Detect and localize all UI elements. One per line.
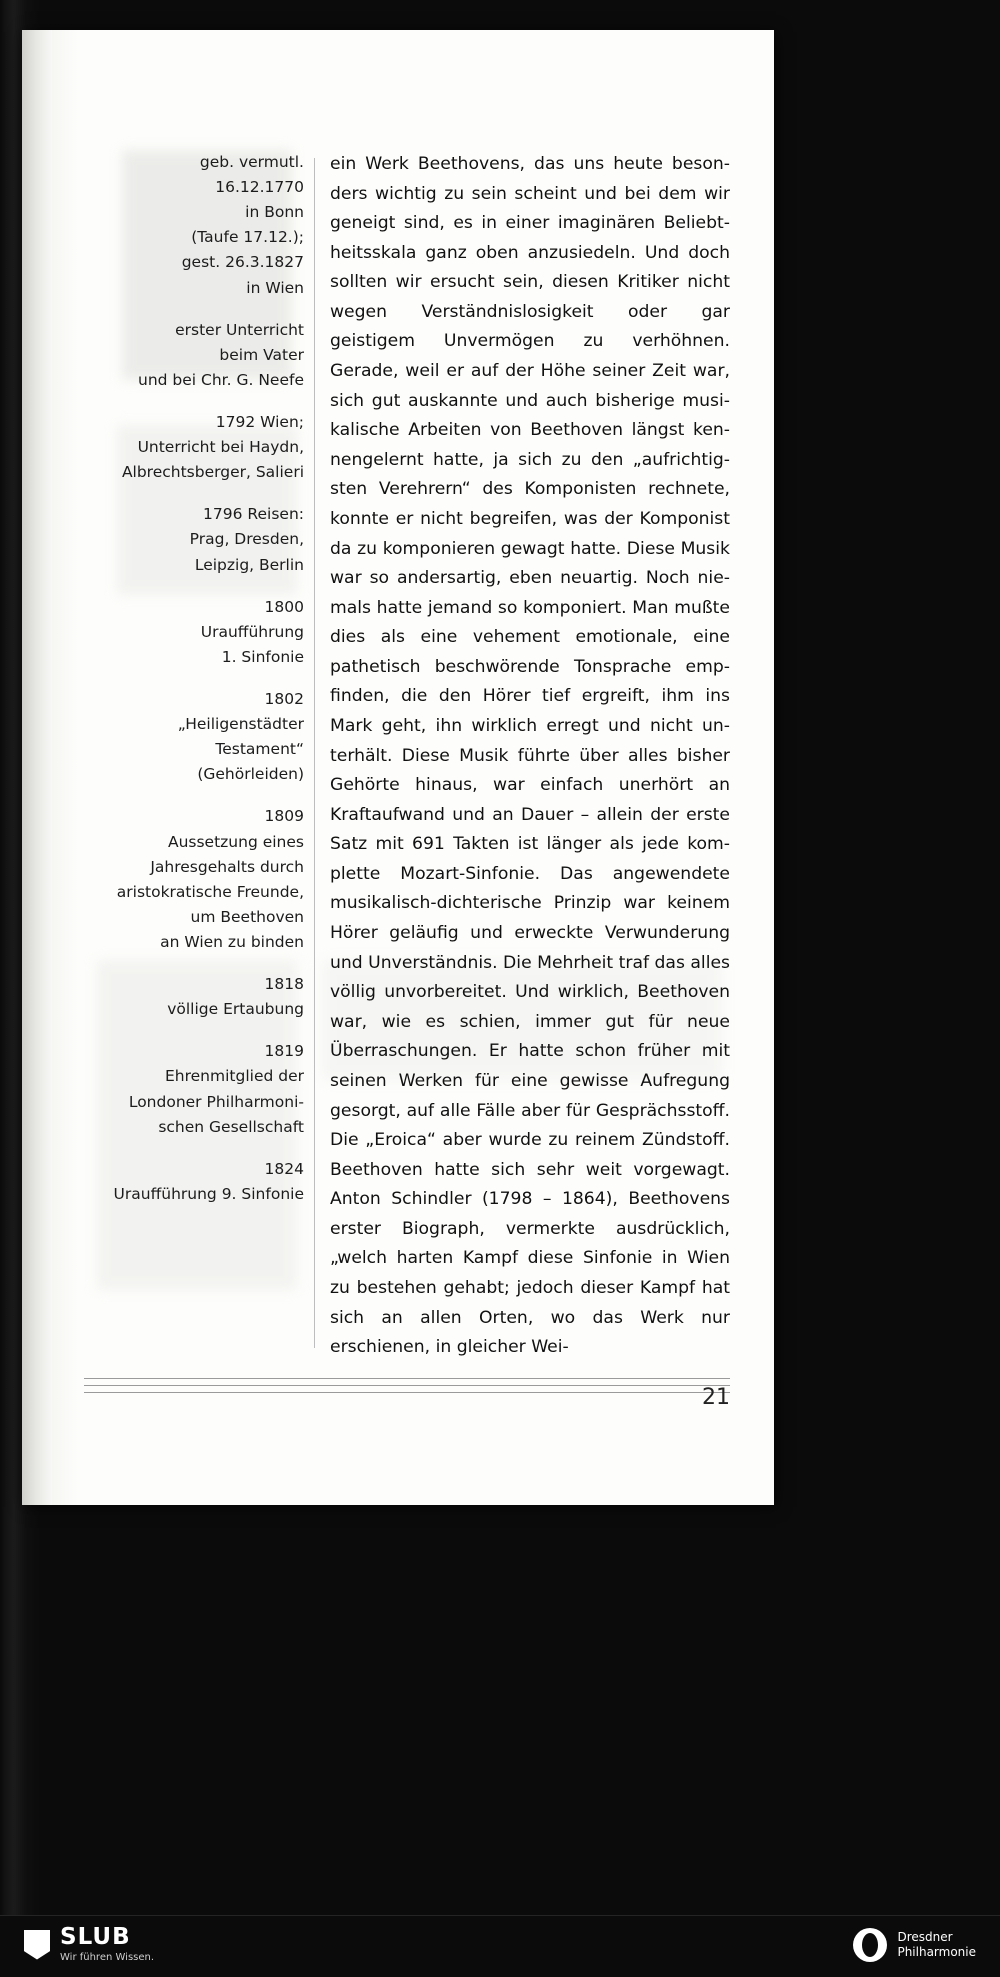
- timeline-line: 16.12.1770: [215, 178, 304, 197]
- slub-tagline: Wir führen Wissen.: [60, 1952, 155, 1963]
- timeline-line: (Gehörleiden): [197, 765, 304, 784]
- timeline-line: 1809: [264, 807, 304, 826]
- timeline-line: „Heiligenstädter: [177, 715, 304, 734]
- timeline-line: 1792 Wien;: [215, 412, 304, 431]
- timeline-line: Testament“: [215, 740, 304, 759]
- page-gutter-fade: [52, 30, 78, 1505]
- slub-name: SLUB: [60, 1924, 131, 1950]
- timeline-entry: [82, 318, 304, 393]
- philharmonie-logo-icon: [853, 1928, 887, 1962]
- timeline-line: Londoner Philharmoni-: [128, 1092, 304, 1111]
- partner-name-line2: Philharmonie: [897, 1945, 976, 1959]
- timeline-line: Uraufführung: [200, 622, 304, 641]
- timeline-line: erster Unterricht: [175, 320, 304, 339]
- timeline-line: 1819: [264, 1042, 304, 1061]
- timeline-entry: [82, 687, 304, 787]
- timeline-line: (Taufe 17.12.);: [191, 228, 304, 247]
- timeline-entry: [82, 595, 304, 670]
- timeline-line: gest. 26.3.1827: [181, 253, 304, 272]
- timeline-line: völlige Ertaubung: [167, 1000, 304, 1019]
- page-gutter-shadow: [22, 30, 52, 1505]
- timeline-line: an Wien zu binden: [160, 932, 304, 951]
- timeline-line: Aussetzung eines: [167, 832, 304, 851]
- slub-branding[interactable]: [24, 1926, 154, 1963]
- timeline-line: und bei Chr. G. Neefe: [138, 370, 304, 389]
- timeline-line: 1824: [264, 1159, 304, 1178]
- timeline-line: Jahresgehalts durch: [150, 857, 304, 876]
- timeline-line: 1818: [264, 975, 304, 994]
- timeline-line: Albrechtsberger, Salieri: [121, 463, 304, 482]
- biography-timeline-column: [82, 150, 304, 1207]
- timeline-line: 1802: [264, 689, 304, 708]
- timeline-entry: [82, 1039, 304, 1139]
- timeline-entry: [82, 804, 304, 955]
- timeline-entry: [82, 410, 304, 485]
- timeline-line: um Beethoven: [190, 907, 304, 926]
- slub-logo-icon: [24, 1930, 50, 1960]
- dresdner-philharmonie-branding[interactable]: [853, 1928, 976, 1962]
- timeline-line: 1796 Reisen:: [203, 505, 304, 524]
- timeline-line: Ehrenmitglied der: [165, 1067, 304, 1086]
- footer-staff-rules: [84, 1378, 730, 1404]
- book-page: [22, 30, 774, 1505]
- timeline-line: Unterricht bei Haydn,: [137, 438, 304, 457]
- partner-name-line1: Dresdner: [897, 1930, 953, 1944]
- viewer-footer-bar: [0, 1915, 1000, 1977]
- timeline-line: aristokratische Freunde,: [116, 882, 304, 901]
- timeline-entry: [82, 1157, 304, 1207]
- column-divider-rule: [314, 158, 315, 1348]
- timeline-line: Leipzig, Berlin: [194, 555, 304, 574]
- timeline-line: in Wien: [246, 278, 304, 297]
- timeline-line: schen Gesellschaft: [158, 1117, 304, 1136]
- page-number: 21: [702, 1385, 730, 1410]
- timeline-line: beim Vater: [219, 345, 304, 364]
- timeline-line: in Bonn: [245, 203, 304, 222]
- timeline-line: 1800: [264, 597, 304, 616]
- timeline-entry: [82, 972, 304, 1022]
- body-paragraph: ein Werk Beethovens, das uns heute besonders wichtig zu sein scheint und bei dem wir geneigt sind, es in einer imaginären Beliebtheitsskala ganz oben anzusiedeln. Und doch sollten wir ersucht sein, diesen Kritiker nicht wegen Verständnislosigkeit oder gar geistigem Unvermögen zu verhöhnen. Gerade, weil er auf der Höhe seiner Zeit war, sich gut auskannte und auch bisherige musikalische Arbeiten von Beethoven längst kennengelernt hatte, ja sich zu den „aufrichtigsten Verehrern“ des Komponisten rechnete, konnte er nicht begreifen, was der Komponist da zu komponieren gewagt hatte. Diese Musik war so andersartig, eben neuartig. Noch niemals hatte jemand so komponiert. Man mußte dies als eine vehement emotionale, eine pathetisch beschwörende Tonsprache empfinden, die den Hörer tief ergreift, ihm ins Mark geht, ihn wirklich erregt und nicht unterhält. Diese Musik führte über alles bisher Gehörte hinaus, war einfach unerhört an Kraftaufwand und an Dauer – allein der erste Satz mit 691 Takten ist länger als jede komplette Mozart-Sinfonie. Das angewendete musikalisch-dichterische Prinzip war keinem Hörer geläufig und erweckte Verwunderung und Unverständnis. Die Mehrheit traf das alles völlig unvorbereitet. Und wirklich, Beethoven war, wie es schien, immer gut für neue Überraschungen. Er hatte schon früher mit seinen Werken für eine gewisse Aufregung gesorgt, auf alle Fälle aber für Gesprächsstoff. Die „Eroica“ aber wurde zu reinem Zündstoff. Beethoven hatte sich sehr weit vorgewagt. Anton Schindler (1798 – 1864), Beethovens erster Biograph, vermerkte ausdrücklich, „welch harten Kampf diese Sinfonie in Wien zu bestehen gehabt; jedoch dieser Kampf hat sich an allen Orten, wo das Werk nur erschienen, in gleicher Wei-: [330, 154, 730, 1358]
- timeline-line: 1. Sinfonie: [221, 647, 304, 666]
- timeline-line: Prag, Dresden,: [189, 530, 304, 549]
- timeline-entry: [82, 502, 304, 577]
- timeline-line: geb. vermutl.: [199, 153, 304, 171]
- body-text-column: [330, 150, 730, 1363]
- timeline-line: Uraufführung 9. Sinfonie: [113, 1184, 304, 1203]
- timeline-entry: [82, 150, 304, 301]
